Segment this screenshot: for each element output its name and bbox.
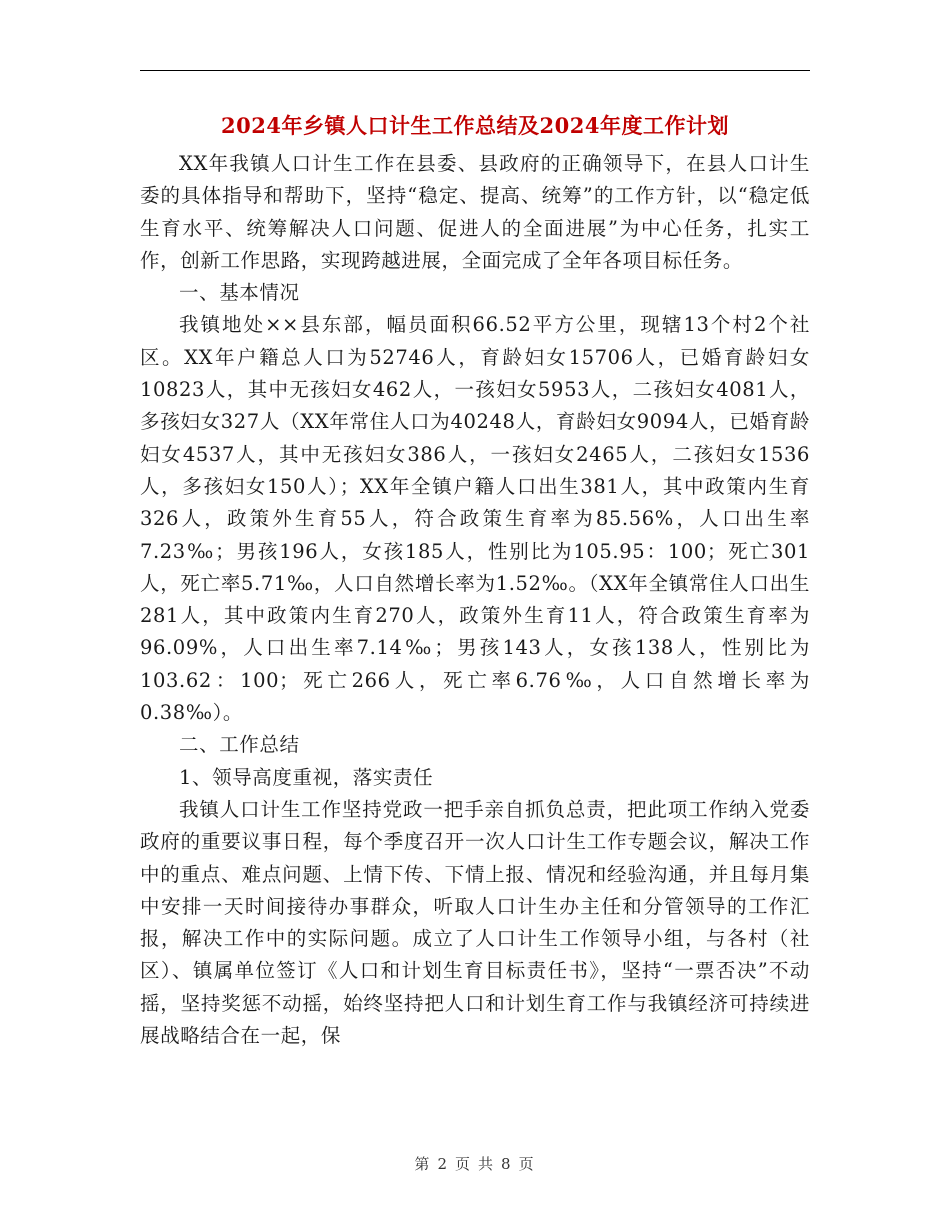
intro-paragraph: XX年我镇人口计生工作在县委、县政府的正确领导下，在县人口计生委的具体指导和帮助下，坚持“稳定、提高、统筹”的工作方针，以“稳定低生育水平、统筹解决人口问题、促进人的全面进展”为中心任务，扎实工作，创新工作思路，实现跨越进展，全面完成了全年各项目标任务。 (140, 152, 810, 272)
footer-page-prefix: 第 (414, 1155, 432, 1173)
document-body (140, 148, 810, 1052)
document-title: 2024年乡镇人口计生工作总结及2024年度工作计划 (221, 113, 729, 138)
page-footer (0, 1153, 950, 1174)
footer-total-pages: 8 (501, 1155, 513, 1173)
footer-total-suffix: 页 (518, 1155, 536, 1173)
footer-total-prefix: 共 (478, 1155, 496, 1173)
basic-situation-paragraph: 我镇地处××县东部，幅员面积66.52平方公里，现辖13个村2个社区。XX年户籍总人口为52746人，育龄妇女15706人，已婚育龄妇女10823人，其中无孩妇女462人，一孩妇女5953人，二孩妇女4081人，多孩妇女327人（XX年常住人口为40248人，育龄妇女9094人，已婚育龄妇女4537人，其中无孩妇女386人，一孩妇女2465人，二孩妇女1536人，多孩妇女150人）；XX年全镇户籍人口出生381人，其中政策内生育326人，政策外生育55人，符合政策生育率为85.56%，人口出生率7.23‰；男孩196人，女孩185人，性别比为105.95：100；死亡301人，死亡率5.71‰，人口自然增长率为1.52‰。（XX年全镇常住人口出生281人，其中政策内生育270人，政策外生育11人，符合政策生育率为96.09%，人口出生率7.14‰；男孩143人，女孩138人，性别比为103.62：100；死亡266人，死亡率6.76‰，人口自然增长率为0.38‰）。 (140, 313, 810, 725)
section-heading-basic-situation: 一、基本情况 (179, 281, 300, 305)
footer-page-word: 页 (454, 1155, 472, 1173)
leadership-paragraph: 我镇人口计生工作坚持党政一把手亲自抓负总责，把此项工作纳入党委政府的重要议事日程，每个季度召开一次人口计生工作专题会议，解决工作中的重点、难点问题、上情下传、下情上报、情况和经验沟通，并且每月集中安排一天时间接待办事群众，听取人口计生办主任和分管领导的工作汇报，解决工作中的实际问题。成立了人口计生工作领导小组，与各村（社区）、镇属单位签订《人口和计划生育目标责任书》，坚持“一票否决”不动摇，坚持奖惩不动摇，始终坚持把人口和计划生育工作与我镇经济可持续进展战略结合在一起，保 (140, 797, 810, 1048)
subsection-heading-leadership: 1、领导高度重视，落实责任 (179, 765, 434, 789)
footer-page-number: 2 (437, 1155, 449, 1173)
section-heading-work-summary: 二、工作总结 (179, 733, 300, 757)
header-rule (140, 70, 810, 71)
